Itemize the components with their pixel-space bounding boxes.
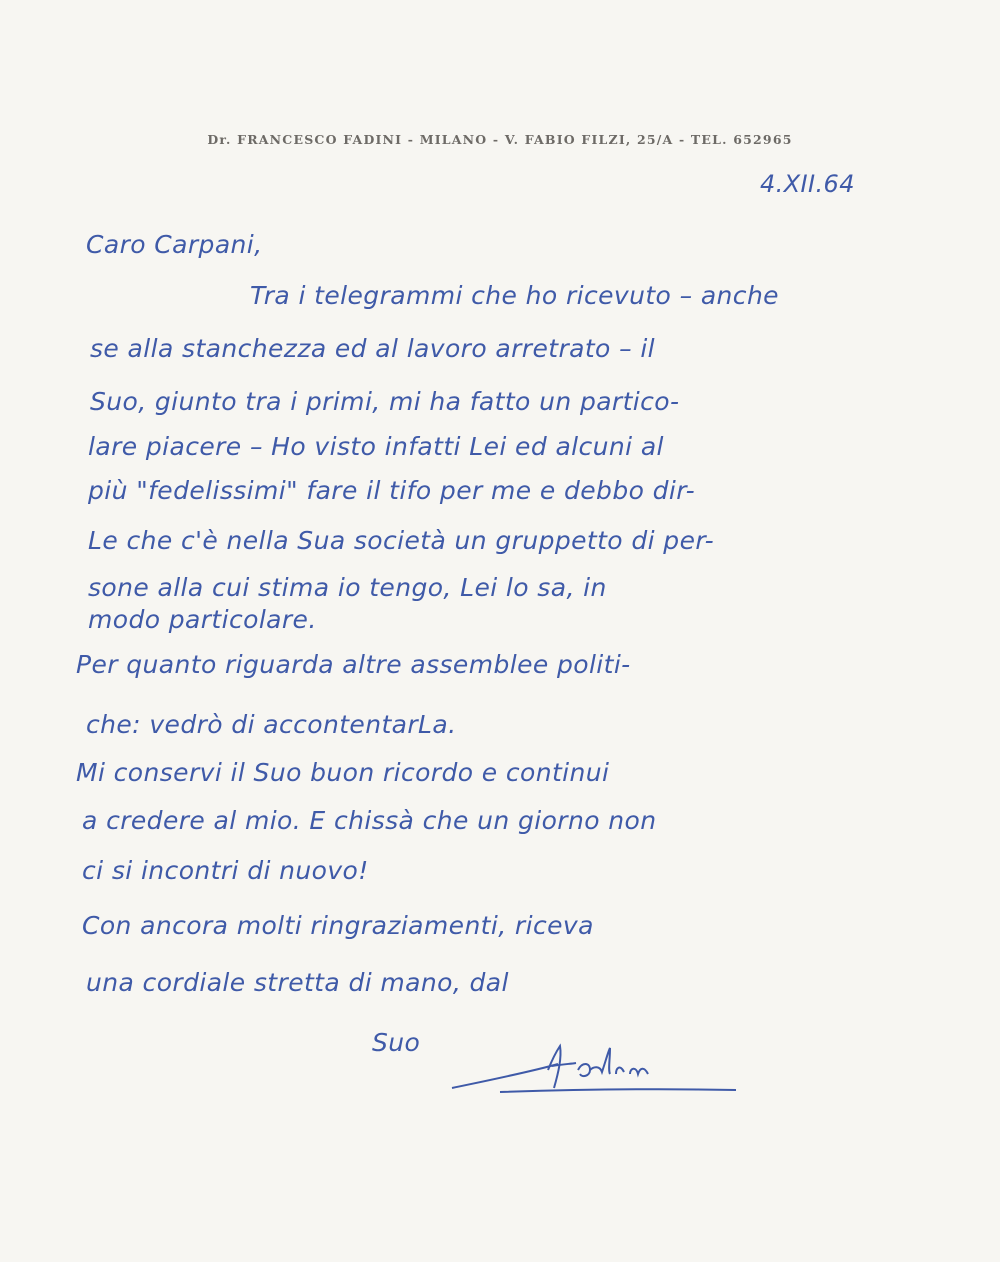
body-line: sone alla cui stima io tengo, Lei lo sa, in: [88, 573, 607, 602]
body-line: Per quanto riguarda altre assemblee politi-: [76, 650, 631, 679]
body-line: Le che c'è nella Sua società un gruppetto di per-: [88, 526, 715, 555]
salutation: Caro Carpani,: [86, 230, 263, 259]
body-line: Con ancora molti ringraziamenti, riceva: [82, 911, 594, 940]
body-line: ci si incontri di nuovo!: [82, 856, 369, 885]
body-line: più "fedelissimi" fare il tifo per me e debbo dir-: [88, 476, 695, 505]
body-line: Suo, giunto tra i primi, mi ha fatto un partico-: [90, 387, 680, 416]
body-line: che: vedrò di accontentarLa.: [86, 710, 457, 739]
letterhead: Dr. FRANCESCO FADINI - MILANO - V. FABIO FILZI, 25/A - TEL. 652965: [207, 132, 793, 147]
body-line: una cordiale stretta di mano, dal: [86, 968, 509, 997]
body-line: a credere al mio. E chissà che un giorno non: [82, 806, 657, 835]
signature: [440, 1030, 760, 1110]
body-line: lare piacere – Ho visto infatti Lei ed alcuni al: [88, 432, 664, 461]
body-line: Tra i telegrammi che ho ricevuto – anche: [250, 281, 779, 310]
body-line: modo particolare.: [88, 605, 317, 634]
signature-scribble: [440, 1030, 760, 1110]
closing: Suo: [372, 1028, 421, 1057]
body-line: Mi conservi il Suo buon ricordo e continui: [76, 758, 610, 787]
body-line: se alla stanchezza ed al lavoro arretrato – il: [90, 334, 656, 363]
letter-date: 4.XII.64: [760, 170, 855, 198]
